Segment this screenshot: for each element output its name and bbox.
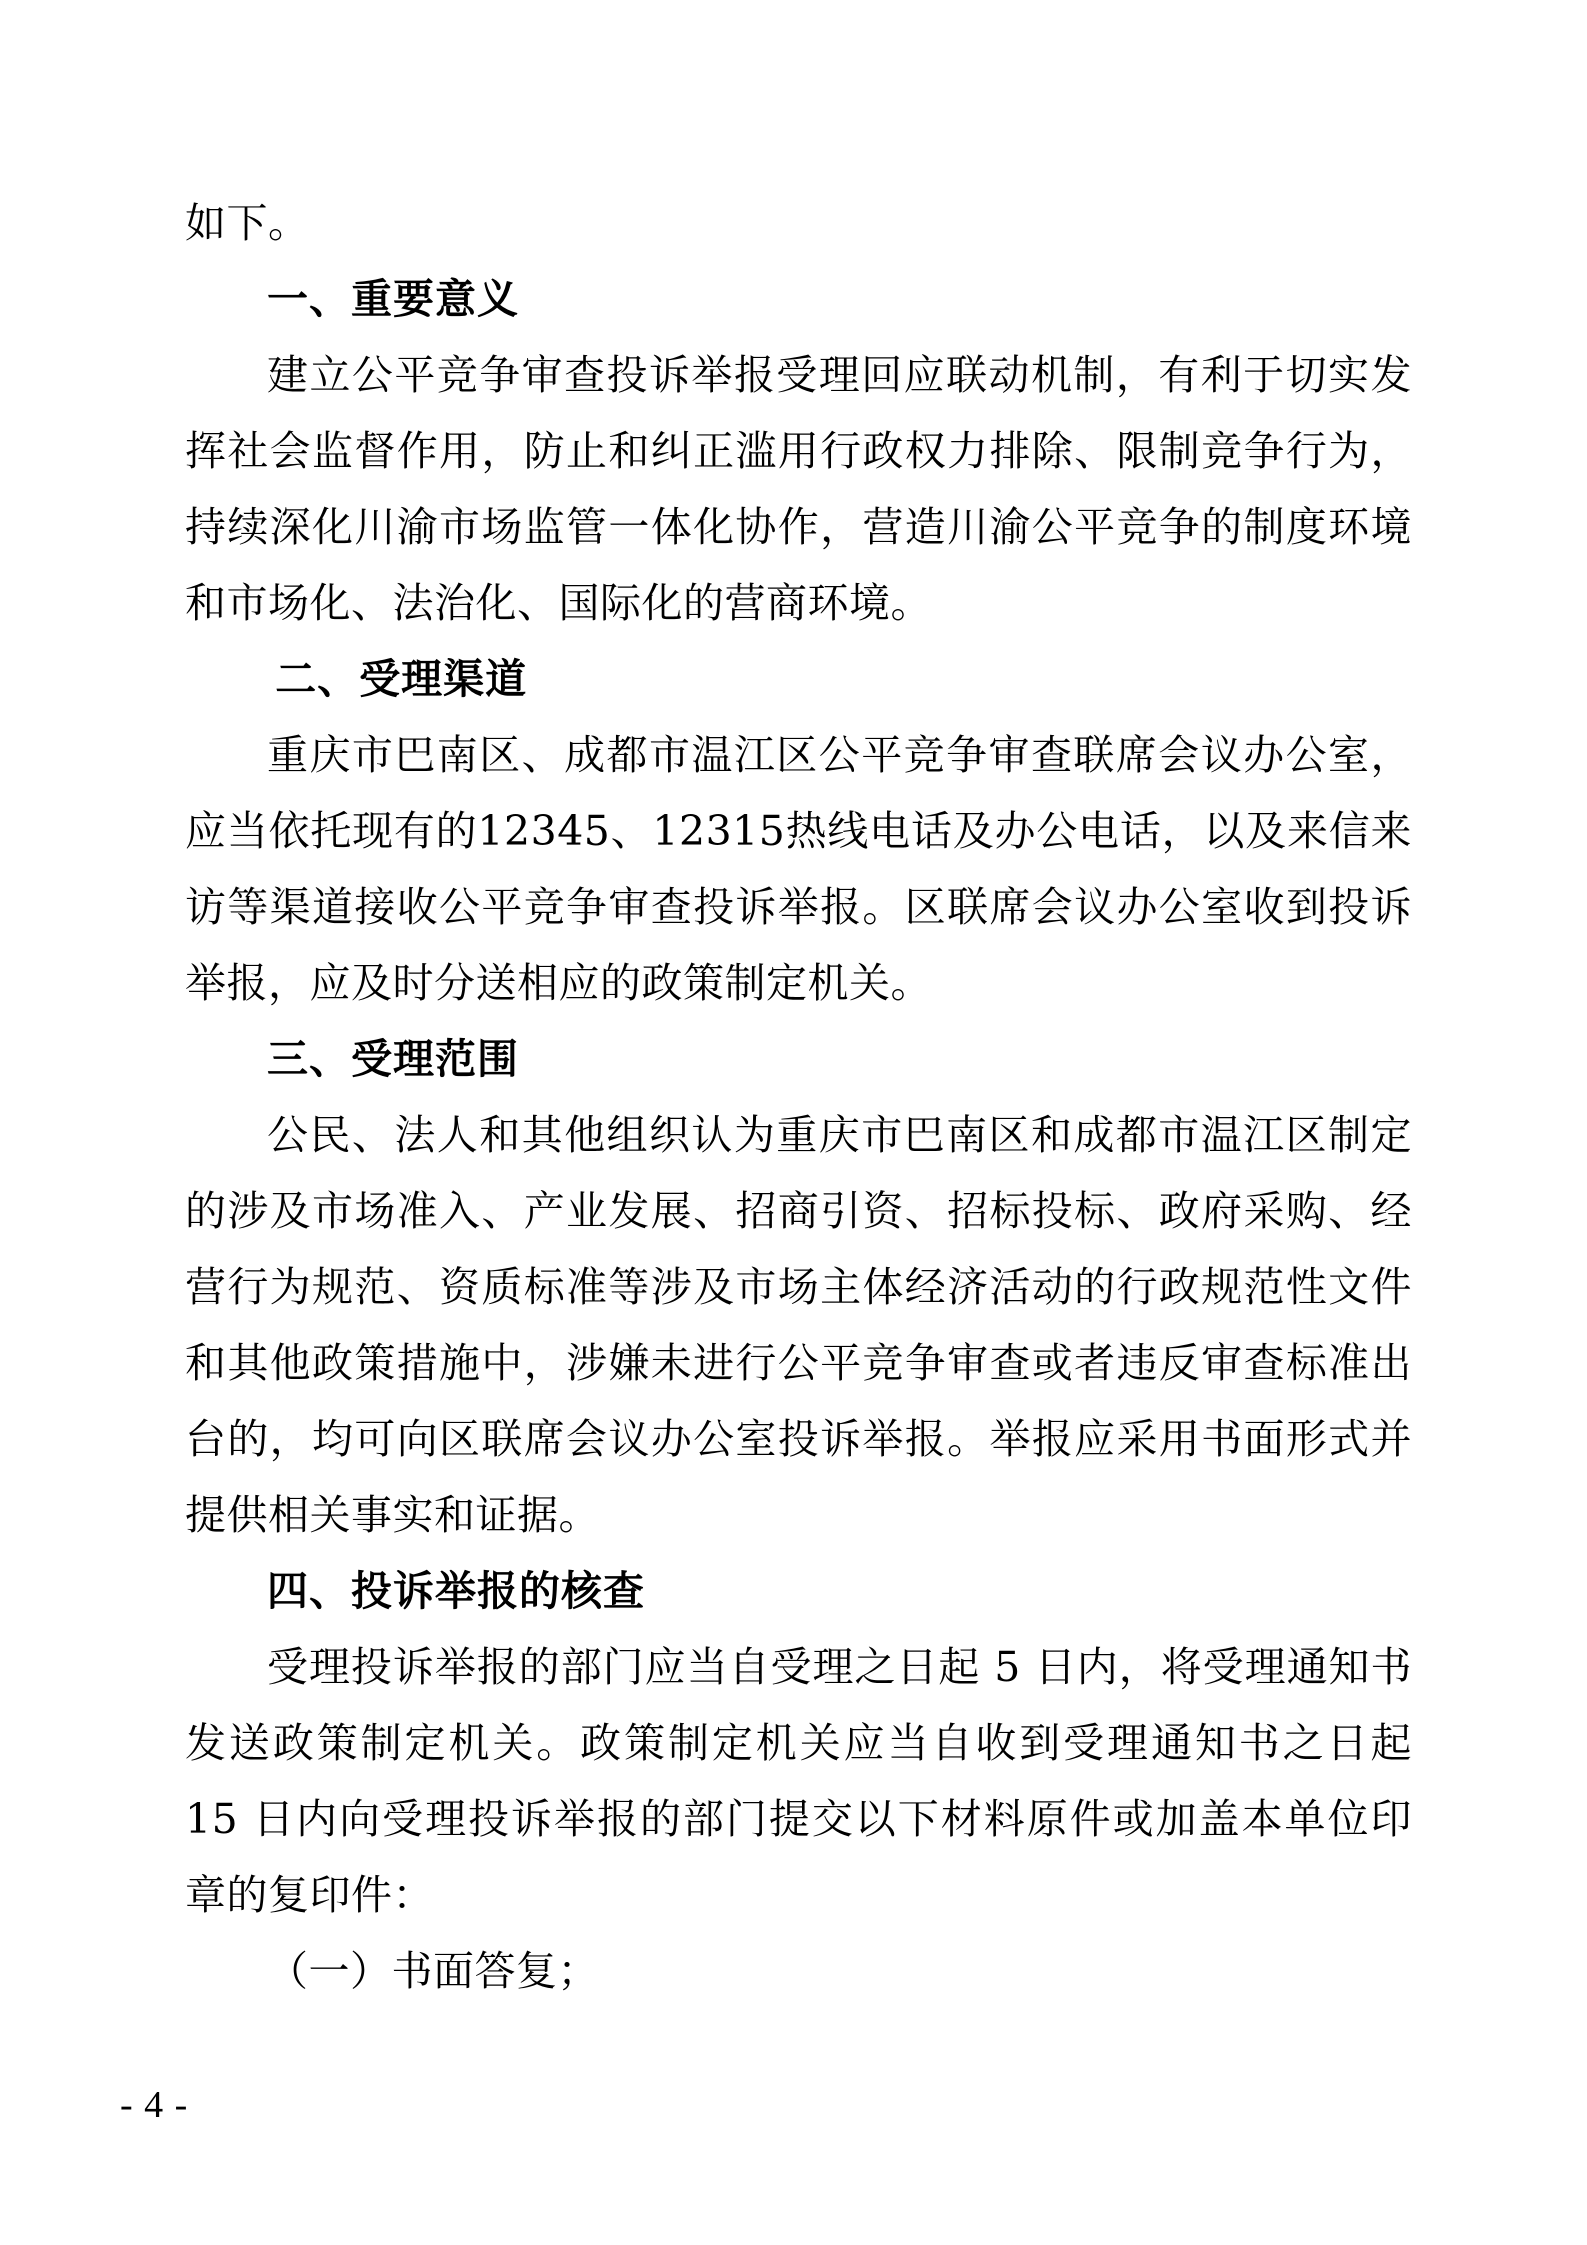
list-item-written-reply: （一）书面答复； xyxy=(267,1947,599,1995)
paragraph-importance-body: 建立公平竞争审查投诉举报受理回应联动机制，有利于切实发挥社会监督作用，防止和纠正滥用行政权力排除、限制竞争行为，持续深化川渝市场监管一体化协作，营造川渝公平竞争的制度环境和市场化、法治化、国际化的营商环境。 xyxy=(185,351,1412,627)
page-number: - 4 - xyxy=(120,2084,189,2126)
section-heading-scope: 三、受理范围 xyxy=(267,1035,519,1083)
section-heading-channels: 二、受理渠道 xyxy=(275,655,528,703)
paragraph-channels-body: 重庆市巴南区、成都市温江区公平竞争审查联席会议办公室，应当依托现有的12345、12315热线电话及办公电话，以及来信来访等渠道接收公平竞争审查投诉举报。区联席会议办公室收到投诉举报，应及时分送相应的政策制定机关。 xyxy=(185,731,1412,1007)
document-body xyxy=(185,185,1412,2009)
paragraph-continuation: 如下。 xyxy=(185,199,310,247)
paragraph-scope-body: 公民、法人和其他组织认为重庆市巴南区和成都市温江区制定的涉及市场准入、产业发展、招商引资、招标投标、政府采购、经营行为规范、资质标准等涉及市场主体经济活动的行政规范性文件和其他政策措施中，涉嫌未进行公平竞争审查或者违反审查标准出台的，均可向区联席会议办公室投诉举报。举报应采用书面形式并提供相关事实和证据。 xyxy=(185,1111,1412,1539)
section-heading-importance: 一、重要意义 xyxy=(267,275,519,323)
section-heading-verification: 四、投诉举报的核查 xyxy=(267,1567,645,1615)
paragraph-verification-body: 受理投诉举报的部门应当自受理之日起 5 日内，将受理通知书发送政策制定机关。政策制定机关应当自收到受理通知书之日起 15 日内向受理投诉举报的部门提交以下材料原件或加盖本单位印章的复印件： xyxy=(185,1643,1412,1919)
